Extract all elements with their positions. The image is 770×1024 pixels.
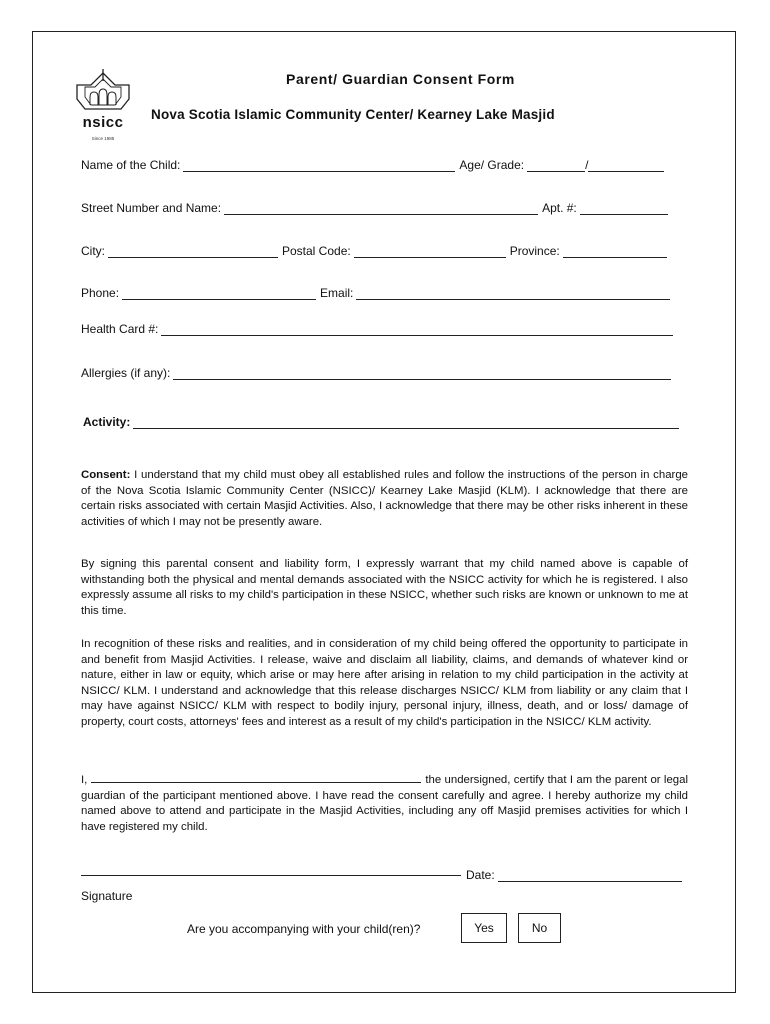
child-name-row [81, 158, 668, 172]
phone-row [81, 286, 674, 300]
email-field[interactable] [356, 288, 670, 300]
nsicc-logo [73, 69, 133, 145]
date-field[interactable] [498, 870, 682, 882]
certify-text: the undersigned, certify that I am the parent or legal guardian of the participant mentioned above. I have read the consent carefully and agree. I hereby authorize my child named above to attend and participate in the Masjid Activities, including any off Masjid premises activities for which I have registered my child. [81, 774, 688, 833]
consent-text-3: In recognition of these risks and realities, and in consideration of my child being offered the opportunity to participate in and benefit from Masjid Activities. I release, waive and disclaim all liability, claims, and demands of whatever kind or nature, either in law or equity, which arise or may here after arising in relation to my child participation in the activity at NSICC/ KLM. I understand and acknowledge that this release discharges NSICC/ KLM from liability or any claim that I may have against NSICC/ KLM with respect to bodily injury, personal injury, illness, death, and or loss/ damage of property, court costs, attorneys' fees and interest as a result of my child's participation in the NSICC/ KLM activity. [81, 638, 688, 728]
yes-label: Yes [474, 921, 494, 935]
mosque-emblem-icon [77, 69, 129, 109]
grade-field[interactable] [588, 160, 664, 172]
health-card-field[interactable] [161, 324, 673, 336]
logo-subtext: Since 1985 [91, 136, 115, 141]
signature-field[interactable] [81, 875, 461, 876]
logo-wordmark: nsicc [82, 114, 124, 131]
email-label: Email: [320, 286, 354, 300]
apt-label: Apt. #: [542, 201, 577, 215]
consent-paragraph-3 [81, 637, 688, 731]
certify-prefix: I, [81, 774, 88, 786]
apt-field[interactable] [580, 203, 668, 215]
age-grade-label: Age/ Grade: [459, 158, 525, 172]
consent-text-1: I understand that my child must obey all established rules and follow the instructions of the person in charge of the Nova Scotia Islamic Community Center (NSICC)/ Kearney Lake Masjid (KLM). I acknowledge that there are certain risks associated with certain Masjid Activities. Also, I acknowledge that there may be other risks inherent in these activities of which I may not be presently aware. [81, 469, 688, 528]
signature-label: Signature [81, 889, 133, 903]
guardian-name-field[interactable] [91, 772, 421, 783]
city-row [81, 244, 671, 258]
city-label: City: [81, 244, 105, 258]
street-field[interactable] [224, 203, 538, 215]
activity-row [83, 415, 683, 429]
consent-text-2: By signing this parental consent and liability form, I expressly warrant that my child named above is capable of withstanding both the physical and mental demands associated with the NSICC activity for which he is registered. I also expressly assume all risks to my child's participation in these NSICC, whether such risks are known or unknown to me at this time. [81, 558, 688, 617]
consent-label: Consent: [81, 469, 131, 481]
no-checkbox[interactable] [518, 913, 561, 943]
age-field[interactable] [527, 160, 585, 172]
province-field[interactable] [563, 246, 667, 258]
date-row [466, 868, 686, 882]
allergies-field[interactable] [173, 368, 671, 380]
yes-checkbox[interactable] [461, 913, 507, 943]
street-row [81, 201, 672, 215]
consent-paragraph-4 [81, 772, 688, 835]
accompany-question: Are you accompanying with your child(ren)? [187, 922, 421, 936]
organization-name: Nova Scotia Islamic Community Center/ Kearney Lake Masjid [151, 107, 555, 122]
age-grade-separator: / [585, 158, 589, 172]
date-label: Date: [466, 868, 495, 882]
allergies-label: Allergies (if any): [81, 366, 171, 380]
child-name-label: Name of the Child: [81, 158, 181, 172]
city-field[interactable] [108, 246, 278, 258]
consent-paragraph-2 [81, 557, 688, 619]
consent-paragraph-1 [81, 468, 688, 530]
activity-field[interactable] [133, 417, 679, 429]
street-label: Street Number and Name: [81, 201, 222, 215]
no-label: No [531, 921, 548, 935]
phone-field[interactable] [122, 288, 316, 300]
health-card-label: Health Card #: [81, 322, 159, 336]
province-label: Province: [509, 244, 560, 258]
allergies-row [81, 366, 675, 380]
activity-label: Activity: [83, 415, 131, 429]
postal-code-label: Postal Code: [282, 244, 351, 258]
health-card-row [81, 322, 677, 336]
phone-label: Phone: [81, 286, 120, 300]
form-title: Parent/ Guardian Consent Form [286, 71, 515, 87]
postal-code-field[interactable] [354, 246, 506, 258]
child-name-field[interactable] [183, 160, 455, 172]
